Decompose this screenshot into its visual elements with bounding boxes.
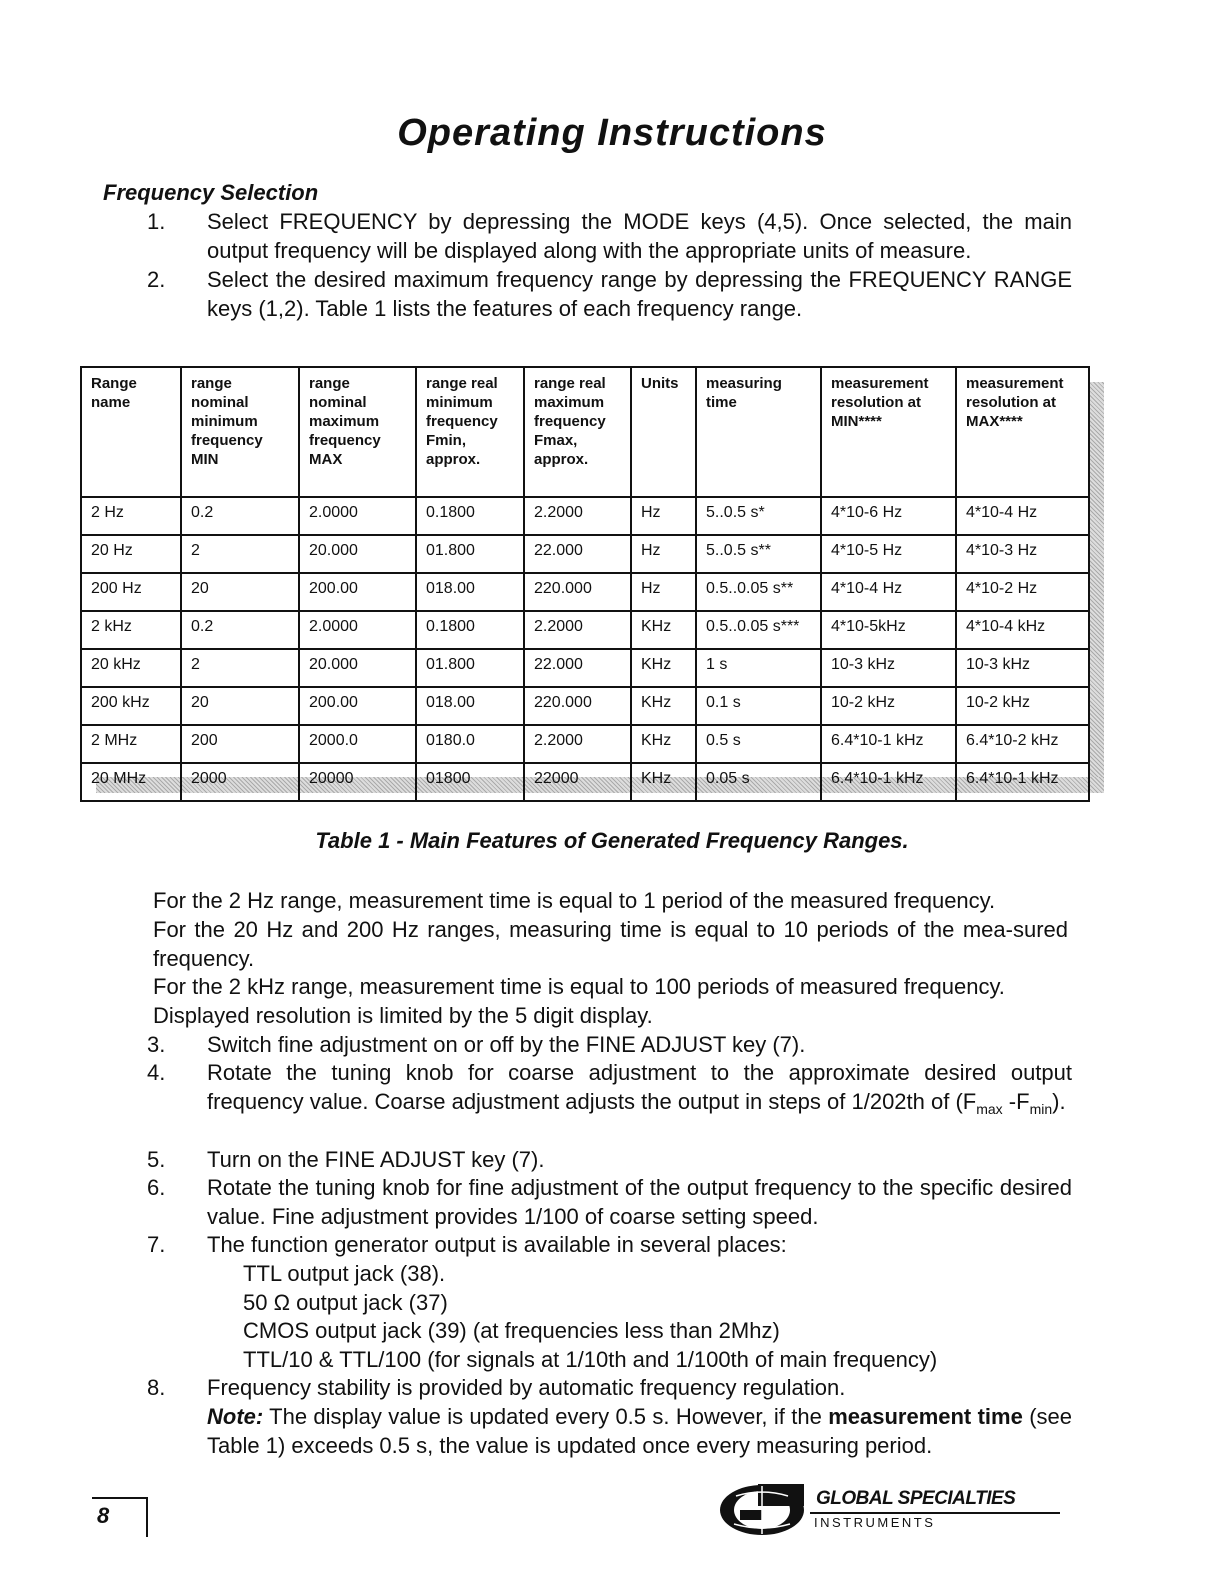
subscript-min: min (1029, 1101, 1053, 1117)
table-cell: 01.800 (416, 535, 524, 573)
table-cell: 2.0000 (299, 497, 416, 535)
table-cell: 2.2000 (524, 611, 631, 649)
footnote-text: For the 2 kHz range, measurement time is equal to 100 periods of measured frequency. (153, 974, 1005, 999)
frequency-table (80, 366, 1088, 787)
table-cell: 01.800 (416, 649, 524, 687)
table-cell: 5..0.5 s** (696, 535, 821, 573)
table-cell: 0180.0 (416, 725, 524, 763)
note-bold: measurement time (828, 1404, 1023, 1429)
table-cell: KHz (631, 687, 696, 725)
step-text-part: ). (1052, 1089, 1066, 1114)
table-cell: 0.1 s (696, 687, 821, 725)
table-cell: 2 (181, 535, 299, 573)
table-cell: Hz (631, 497, 696, 535)
table-cell: 2.2000 (524, 497, 631, 535)
note-label: Note: (207, 1404, 264, 1429)
table-cell: 018.00 (416, 687, 524, 725)
brand-subtitle: INSTRUMENTS (814, 1515, 936, 1530)
table-row (81, 649, 1089, 687)
step-text (207, 1058, 1072, 1124)
table-cell: Hz (631, 535, 696, 573)
table-cell: 10-3 kHz (956, 649, 1089, 687)
step-number: 2. (147, 267, 166, 292)
table-body (81, 497, 1089, 801)
table-cell: 22000 (524, 763, 631, 801)
column-header: measurement resolution at MAX**** (956, 367, 1089, 497)
table-cell: 200 kHz (81, 687, 181, 725)
table-cell: KHz (631, 725, 696, 763)
step-text: Switch fine adjustment on or off by the FINE ADJUST key (7). (207, 1032, 806, 1057)
table-cell: 200.00 (299, 573, 416, 611)
table-row (81, 611, 1089, 649)
step-text: Frequency stability is provided by automatic frequency regulation. (207, 1375, 846, 1400)
note-part: (see Table 1) exceeds 0.5 s, the value is updated once every measuring period. (207, 1404, 1072, 1458)
table-cell: 0.2 (181, 611, 299, 649)
step-number: 8. (147, 1375, 166, 1400)
column-header: measuring time (696, 367, 821, 497)
step-text-part: Rotate the tuning knob for coarse adjustment to the approximate desired output frequency value. Coarse adjustment adjusts the output in steps of 1/202th of (F (207, 1060, 1072, 1114)
table-cell: 5..0.5 s* (696, 497, 821, 535)
output-item: CMOS output jack (39) (at frequencies less than 2Mhz) (243, 1318, 780, 1343)
table-row (81, 687, 1089, 725)
table-cell: 20.000 (299, 535, 416, 573)
table-cell: 0.2 (181, 497, 299, 535)
table-cell: KHz (631, 763, 696, 801)
brand-logo (718, 1482, 1063, 1538)
table-cell: 220.000 (524, 687, 631, 725)
table-cell: 0.05 s (696, 763, 821, 801)
table-cell: 0.1800 (416, 611, 524, 649)
column-header: measurement resolution at MIN**** (821, 367, 956, 497)
step-number: 5. (147, 1147, 166, 1172)
table-cell: 2 kHz (81, 611, 181, 649)
output-item: TTL output jack (38). (243, 1261, 446, 1286)
table-cell: 4*10-5 Hz (821, 535, 956, 573)
table-cell: 1 s (696, 649, 821, 687)
table-shadow-right (1088, 382, 1104, 793)
table-cell: 01800 (416, 763, 524, 801)
table-cell: 6.4*10-1 kHz (821, 763, 956, 801)
brand-rule (810, 1512, 1060, 1514)
table-cell: 10-3 kHz (821, 649, 956, 687)
table-row (81, 535, 1089, 573)
table-cell: 4*10-2 Hz (956, 573, 1089, 611)
table-cell: 20 (181, 687, 299, 725)
table-cell: 220.000 (524, 573, 631, 611)
table-cell: 22.000 (524, 535, 631, 573)
table-cell: 2.2000 (524, 725, 631, 763)
table-cell: 2 Hz (81, 497, 181, 535)
column-header: range real maximum frequency Fmax, approx. (524, 367, 631, 497)
step-text: Turn on the FINE ADJUST key (7). (207, 1147, 545, 1172)
subscript-max: max (976, 1101, 1003, 1117)
table-cell: 20.000 (299, 649, 416, 687)
step-text: The function generator output is available in several places: (207, 1232, 787, 1257)
table-cell: 6.4*10-1 kHz (956, 763, 1089, 801)
column-header: Units (631, 367, 696, 497)
table-cell: 10-2 kHz (956, 687, 1089, 725)
table-header-row (81, 367, 1089, 497)
table-cell: 6.4*10-1 kHz (821, 725, 956, 763)
footnote-text: Displayed resolution is limited by the 5 digit display. (153, 1003, 653, 1028)
step-number: 6. (147, 1175, 166, 1200)
step-number: 1. (147, 209, 166, 234)
column-header: range nominal maximum frequency MAX (299, 367, 416, 497)
table-cell: 4*10-6 Hz (821, 497, 956, 535)
table-cell: 2000.0 (299, 725, 416, 763)
step-text: Select the desired maximum frequency range by depressing the FREQUENCY RANGE keys (1,2). Table 1 lists the features of each frequency range. (207, 267, 1072, 321)
table-cell: 4*10-4 kHz (956, 611, 1089, 649)
brand-name: GLOBAL SPECIALTIES (816, 1488, 1016, 1509)
table-cell: 200.00 (299, 687, 416, 725)
table-cell: 2 (181, 649, 299, 687)
table-cell: 018.00 (416, 573, 524, 611)
note-text (207, 1402, 1072, 1460)
column-header: Range name (81, 367, 181, 497)
footnote-text: For the 2 Hz range, measurement time is equal to 1 period of the measured frequency. (153, 888, 996, 913)
table-cell: 200 Hz (81, 573, 181, 611)
table-cell: KHz (631, 649, 696, 687)
step-number: 4. (147, 1060, 166, 1085)
table-cell: 2.0000 (299, 611, 416, 649)
table-cell: 20 (181, 573, 299, 611)
globe-logo-icon (718, 1482, 810, 1538)
table-cell: 0.5..0.05 s*** (696, 611, 821, 649)
page-number: 8 (97, 1503, 110, 1528)
table-cell: 0.5..0.05 s** (696, 573, 821, 611)
table-cell: 20000 (299, 763, 416, 801)
table-cell: 4*10-4 Hz (821, 573, 956, 611)
table-cell: 10-2 kHz (821, 687, 956, 725)
table-cell: 200 (181, 725, 299, 763)
step-text-part: -F (1002, 1089, 1030, 1114)
note-part: The display value is updated every 0.5 s. However, if the (263, 1404, 829, 1429)
table-cell: 2000 (181, 763, 299, 801)
table-cell: KHz (631, 611, 696, 649)
page-title: Operating Instructions (397, 112, 827, 154)
table-cell: 22.000 (524, 649, 631, 687)
table-cell: 6.4*10-2 kHz (956, 725, 1089, 763)
output-item: 50 Ω output jack (37) (243, 1290, 448, 1315)
table-cell: 4*10-4 Hz (956, 497, 1089, 535)
section-heading: Frequency Selection (103, 180, 319, 205)
step-number: 3. (147, 1032, 166, 1057)
step-text: Select FREQUENCY by depressing the MODE keys (4,5). Once selected, the main output frequency will be displayed along with the appropriate units of measure. (207, 209, 1072, 263)
table-cell: 20 Hz (81, 535, 181, 573)
footnote-text: For the 20 Hz and 200 Hz ranges, measuring time is equal to 10 periods of the mea-sured frequency. (153, 917, 1068, 971)
table-cell: Hz (631, 573, 696, 611)
step-text: Rotate the tuning knob for fine adjustment of the output frequency to the specific desired value. Fine adjustment provides 1/100 of coarse setting speed. (207, 1175, 1072, 1229)
table-cell: 20 kHz (81, 649, 181, 687)
table-cell: 2 MHz (81, 725, 181, 763)
column-header: range real minimum frequency Fmin, approx. (416, 367, 524, 497)
step-number: 7. (147, 1232, 166, 1257)
table-caption: Table 1 - Main Features of Generated Frequency Ranges. (315, 828, 909, 853)
output-item: TTL/10 & TTL/100 (for signals at 1/10th and 1/100th of main frequency) (243, 1347, 938, 1372)
column-header: range nominal minimum frequency MIN (181, 367, 299, 497)
table-row (81, 763, 1089, 801)
table-cell: 20 MHz (81, 763, 181, 801)
table-cell: 0.5 s (696, 725, 821, 763)
table-row (81, 497, 1089, 535)
table-cell: 4*10-5kHz (821, 611, 956, 649)
table-row (81, 573, 1089, 611)
table-row (81, 725, 1089, 763)
table-cell: 0.1800 (416, 497, 524, 535)
table-cell: 4*10-3 Hz (956, 535, 1089, 573)
